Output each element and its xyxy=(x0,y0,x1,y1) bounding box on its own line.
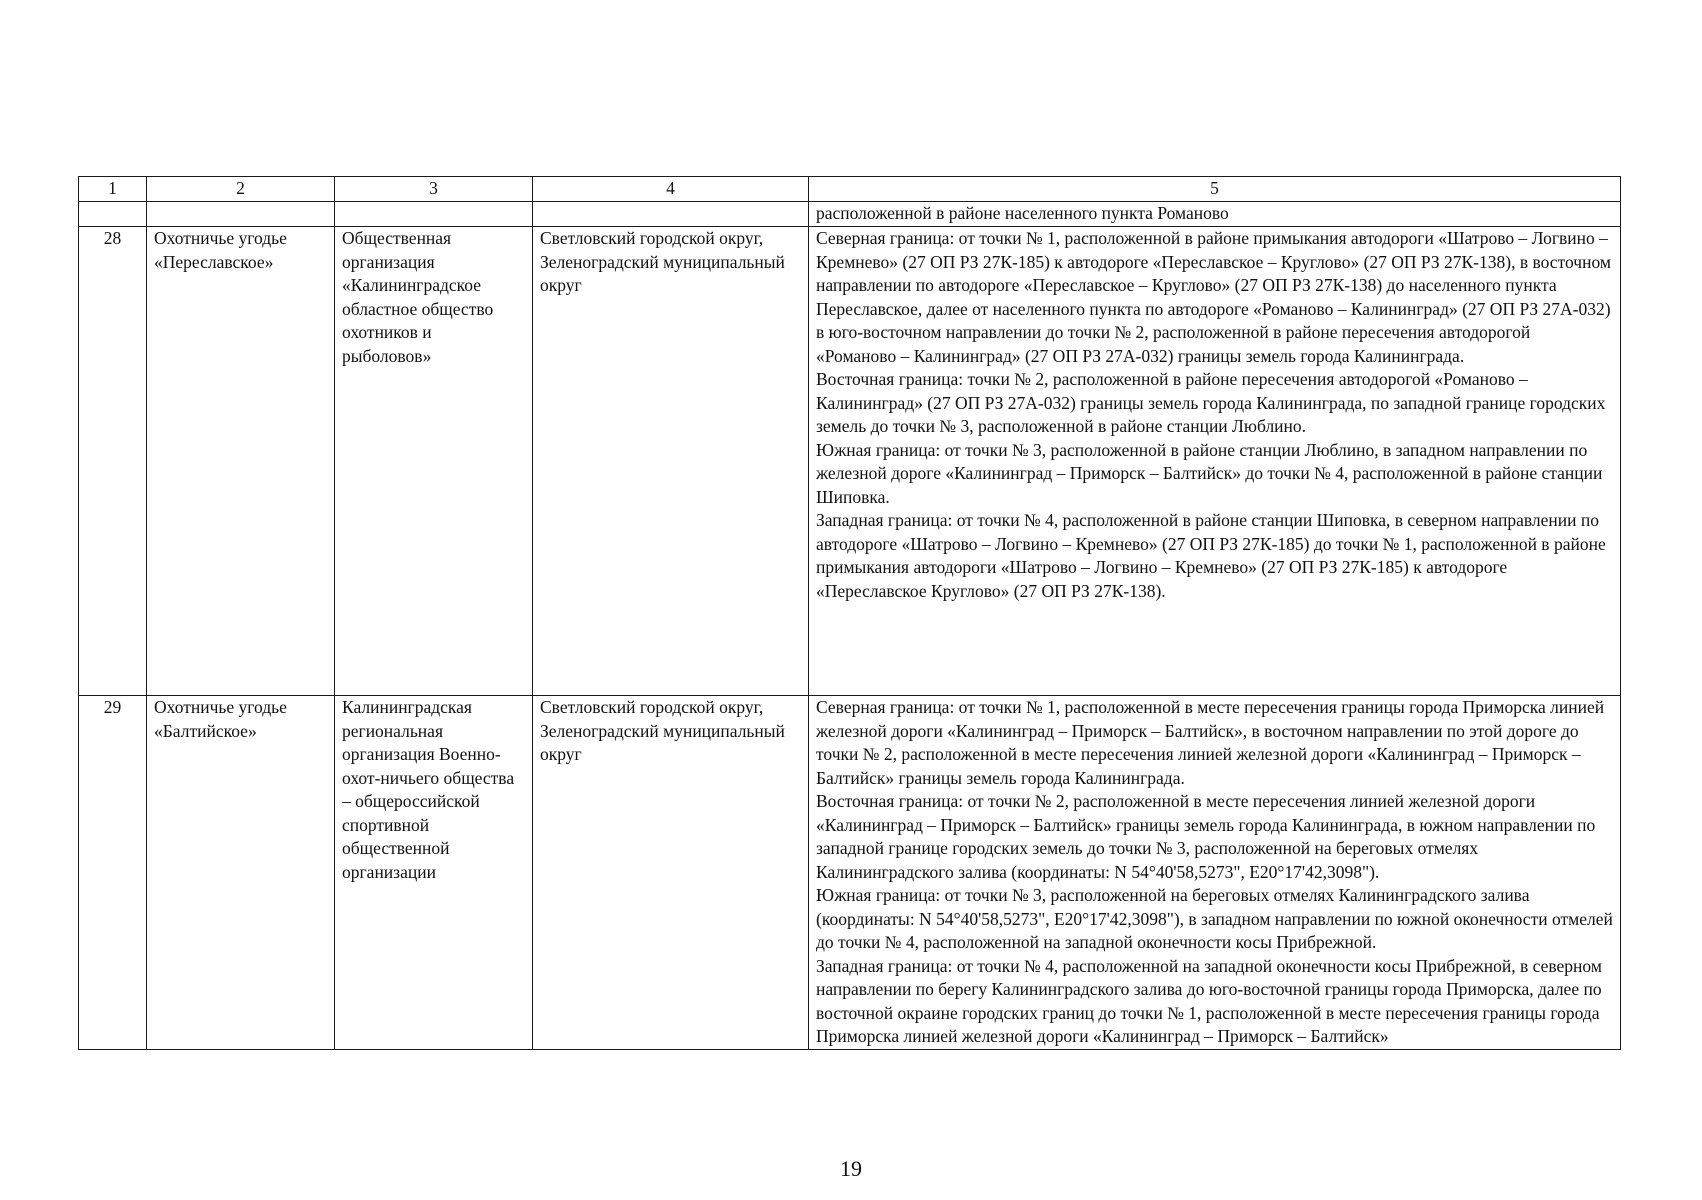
column-header: 4 xyxy=(533,177,809,202)
boundaries-table xyxy=(78,176,1621,1050)
column-header: 3 xyxy=(335,177,533,202)
hunting-ground-name: Охотничье угодье «Балтийское» xyxy=(147,696,335,1050)
column-header: 2 xyxy=(147,177,335,202)
column-header: 5 xyxy=(809,177,1621,202)
continuation-text: расположенной в районе населенного пункта Романово xyxy=(809,202,1621,227)
hunting-ground-name: Охотничье угодье «Переславское» xyxy=(147,227,335,696)
district-name: Светловский городской округ, Зеленоградский муниципальный округ xyxy=(533,696,809,1050)
south-boundary: Южная граница: от точки № 3, расположенной в районе станции Люблино, в западном направлении по железной дороге «Калининград – Приморск – Балтийск» до точки № 4, расположенной в районе станции Шиповка. xyxy=(816,439,1603,507)
empty-cell xyxy=(533,202,809,227)
east-boundary: Восточная граница: точки № 2, расположенной в районе пересечения автодорогой «Романово – Калининград» (27 ОП РЗ 27А-032) границы земель города Калининграда, по западной границе городских земель до точки № 3, расположенной в районе станции Люблино. xyxy=(816,369,1606,436)
organization-name: Калининградская региональная организация Военно-охот-ничьего общества – общероссийской спортивной общественной организации xyxy=(335,696,533,1050)
page-number: 19 xyxy=(840,1156,862,1181)
row-number: 29 xyxy=(79,696,147,1050)
table-row xyxy=(79,227,1621,696)
row-number: 28 xyxy=(79,227,147,696)
boundaries-description xyxy=(809,227,1621,696)
table-header-row xyxy=(79,177,1621,202)
west-boundary: Западная граница: от точки № 4, расположенной в районе станции Шиповка, в северном направлении по автодороге «Шатрово – Логвино – Кремнево» (27 ОП РЗ 27К-185) до точки № 1, расположенной в районе примыкания автодороги «Шатрово – Логвино – Кремнево» (27 ОП РЗ 27К-185) к автодороге «Переславское Круглово» (27 ОП РЗ 27К-138). xyxy=(816,510,1606,601)
boundaries-description xyxy=(809,696,1621,1050)
organization-name: Общественная организация «Калининградское областное общество охотников и рыболовов» xyxy=(335,227,533,696)
continuation-row xyxy=(79,202,1621,227)
north-boundary: Северная граница: от точки № 1, расположенной в месте пересечения границы города Приморска линией железной дороги «Калининград – Приморск – Балтийск», в восточном направлении по этой дороге до точки № 2, расположенной в месте пересечения линией железной дороги «Калининград – Приморск – Балтийск» границы земель города Калининграда. xyxy=(816,697,1605,788)
south-boundary: Южная граница: от точки № 3, расположенной на береговых отмелях Калининградского залива (координаты: N 54°40'58,5273", E20°17'42,3098"), в западном направлении по южной оконечности отмелей до точки № 4, расположенной на западной оконечности косы Прибрежной. xyxy=(816,885,1613,952)
empty-cell xyxy=(335,202,533,227)
table-row xyxy=(79,696,1621,1050)
north-boundary: Северная граница: от точки № 1, расположенной в районе примыкания автодороги «Шатрово – Логвино – Кремнево» (27 ОП РЗ 27К-185) к автодороге «Переславское – Круглово» (27 ОП РЗ 27К-138), в восточном направлении по автодороге «Переславское – Круглово» (27 ОП РЗ 27К-138) до населенного пункта Переславское, далее от населенного пункта по автодороге «Романово – Калининград» (27 ОП РЗ 27А-032) в юго-восточном направлении до точки № 2, расположенной в районе пересечения автодорогой «Романово – Калининград» (27 ОП РЗ 27А-032) границы земель города Калининграда. xyxy=(816,228,1611,366)
column-header: 1 xyxy=(79,177,147,202)
empty-cell xyxy=(79,202,147,227)
west-boundary: Западная граница: от точки № 4, расположенной на западной оконечности косы Прибрежной, в северном направлении по берегу Калининградского залива до юго-восточной границы города Приморска, далее по восточной окраине городских границ до точки № 1, расположенной в месте пересечения границы города Приморска линией железной дороги «Калининград – Приморск – Балтийск» xyxy=(816,955,1602,1046)
empty-cell xyxy=(147,202,335,227)
east-boundary: Восточная граница: от точки № 2, расположенной в месте пересечения линией железной дороги «Калининград – Приморск – Балтийск» границы земель города Калининграда, в южном направлении по западной границе городских земель до точки № 3, расположенной на береговых отмелях Калининградского залива (координаты: N 54°40'58,5273", E20°17'42,3098"). xyxy=(816,791,1596,882)
district-name: Светловский городской округ, Зеленоградский муниципальный округ xyxy=(533,227,809,696)
